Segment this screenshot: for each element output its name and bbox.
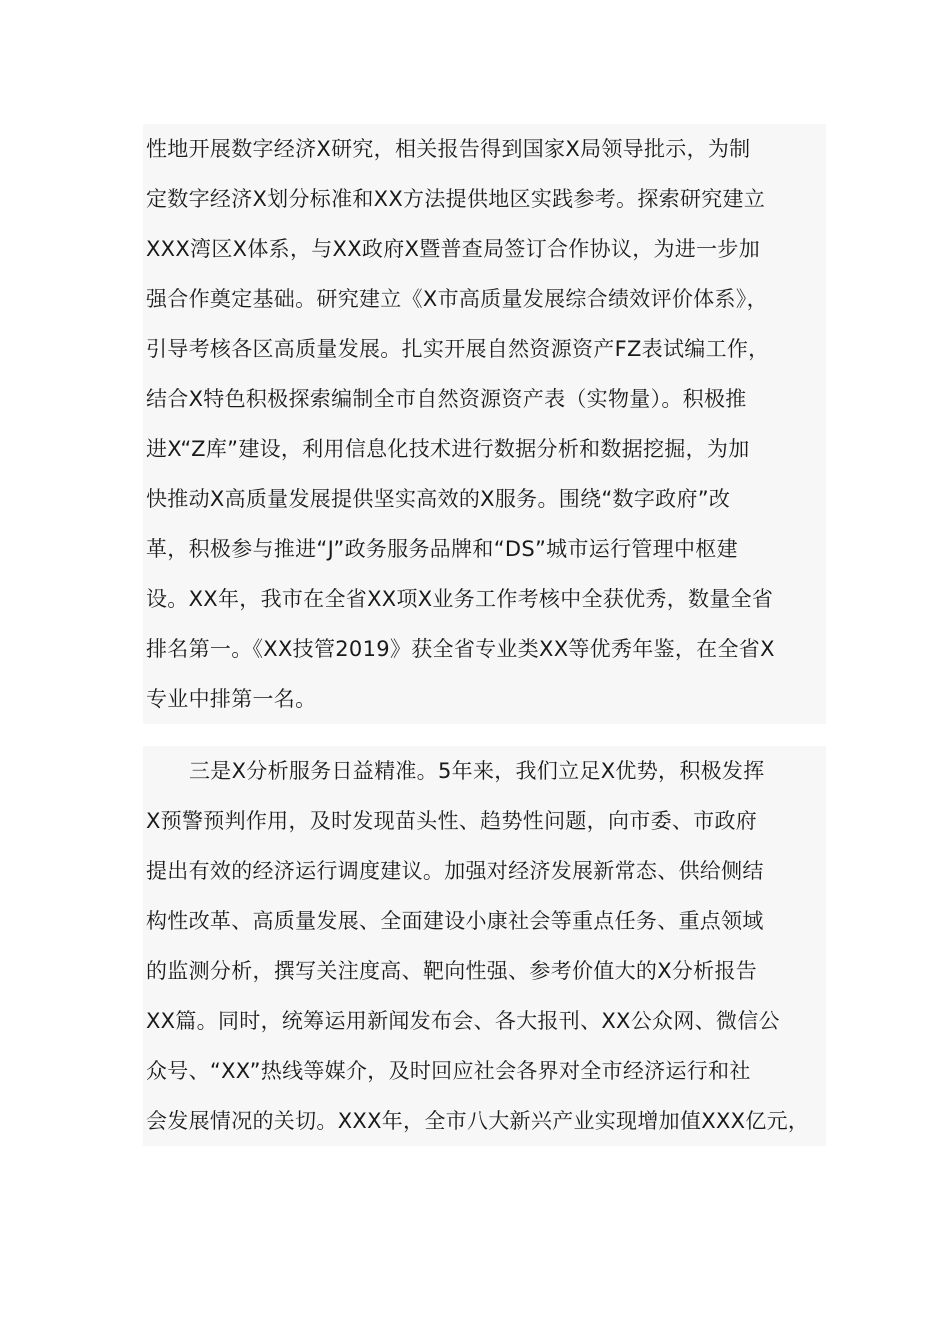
paragraph-line: 提出有效的经济运行调度建议。加强对经济发展新常态、供给侧结 xyxy=(146,859,764,883)
paragraph-line: 引导考核各区高质量发展。扎实开展自然资源资产FZ表试编工作， xyxy=(146,337,770,361)
paragraph-line: 的监测分析，撰写关注度高、靶向性强、参考价值大的X分析报告 xyxy=(146,959,758,983)
paragraph-line: 众号、“XX”热线等媒介，及时回应社会各界对全市经济运行和社 xyxy=(146,1059,751,1083)
paragraph-line: 设。XX年，我市在全省XX项X业务工作考核中全获优秀，数量全省 xyxy=(146,587,774,611)
paragraph-line: 进X“Z库”建设，利用信息化技术进行数据分析和数据挖掘，为加 xyxy=(146,437,750,461)
paragraph-line: 专业中排第一名。 xyxy=(146,687,317,711)
paragraph-line: 快推动X高质量发展提供坚实高效的X服务。围绕“数字政府”改 xyxy=(146,487,731,511)
paragraph-1 xyxy=(143,124,826,724)
paragraph-line: 结合X特色积极探索编制全市自然资源资产表（实物量）。积极推 xyxy=(146,387,747,411)
paragraph-line: 会发展情况的关切。XXX年，全市八大新兴产业实现增加值XXX亿元， xyxy=(146,1109,810,1133)
paragraph-2 xyxy=(143,746,826,1146)
paragraph-line: XX篇。同时，统筹运用新闻发布会、各大报刊、XX公众网、微信公 xyxy=(146,1009,780,1033)
paragraph-line: X预警预判作用，及时发现苗头性、趋势性问题，向市委、市政府 xyxy=(146,809,758,833)
paragraph-line: 构性改革、高质量发展、全面建设小康社会等重点任务、重点领域 xyxy=(146,909,764,933)
paragraph-line: 定数字经济X划分标准和XX方法提供地区实践参考。探索研究建立 xyxy=(146,187,766,211)
paragraph-line: XXX湾区X体系，与XX政府X暨普查局签订合作协议，为进一步加 xyxy=(146,237,761,261)
paragraph-line: 三是X分析服务日益精准。5年来，我们立足X优势，积极发挥 xyxy=(189,759,765,783)
paragraph-line: 强合作奠定基础。研究建立《X市高质量发展综合绩效评价体系》， xyxy=(146,287,768,311)
paragraph-line: 排名第一。《XX技管2019》获全省专业类XX等优秀年鉴，在全省X xyxy=(146,637,775,661)
paragraph-line: 性地开展数字经济X研究，相关报告得到国家X局领导批示，为制 xyxy=(146,137,751,161)
paragraph-line: 革，积极参与推进“J”政务服务品牌和“DS”城市运行管理中枢建 xyxy=(146,537,738,561)
